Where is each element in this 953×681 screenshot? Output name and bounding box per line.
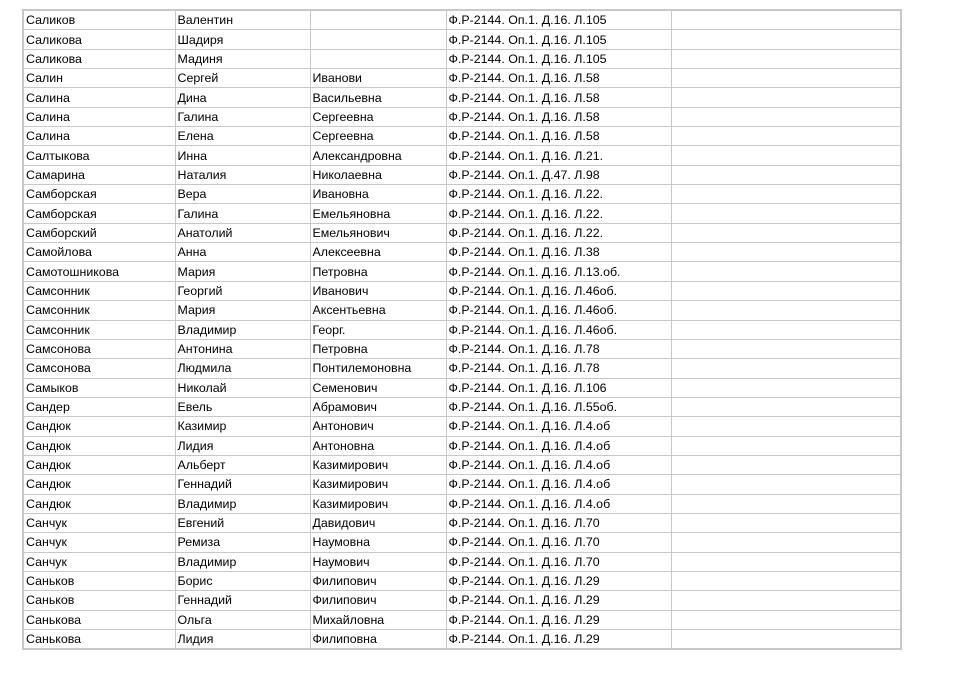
patronymic-cell: Михайловна [310,610,446,629]
surname-cell: Саликова [23,49,175,68]
table-row [23,591,901,610]
surname-cell: Санькова [23,610,175,629]
note-cell [671,204,901,223]
surname-cell: Самборская [23,185,175,204]
patronymic-cell: Абрамович [310,397,446,416]
table-row [23,571,901,590]
surname-cell: Самотошникова [23,262,175,281]
first-name-cell: Шадиря [175,30,310,49]
table-row [23,243,901,262]
archive-reference-cell: Ф.Р-2144. Оп.1. Д.16. Л.21. [446,146,671,165]
archive-reference-cell: Ф.Р-2144. Оп.1. Д.16. Л.46об. [446,320,671,339]
first-name-cell: Мадиня [175,49,310,68]
patronymic-cell: Казимирович [310,494,446,513]
archive-reference-cell: Ф.Р-2144. Оп.1. Д.16. Л.70 [446,513,671,532]
table-row [23,165,901,184]
patronymic-cell: Давидович [310,513,446,532]
first-name-cell: Дина [175,88,310,107]
first-name-cell: Людмила [175,359,310,378]
archive-reference-cell: Ф.Р-2144. Оп.1. Д.16. Л.38 [446,243,671,262]
patronymic-cell: Александровна [310,146,446,165]
archive-reference-cell: Ф.Р-2144. Оп.1. Д.16. Л.29 [446,571,671,590]
patronymic-cell: Семенович [310,378,446,397]
note-cell [671,185,901,204]
patronymic-cell: Георг. [310,320,446,339]
surname-cell: Санькова [23,630,175,650]
patronymic-cell: Наумович [310,552,446,571]
surname-cell: Сандюк [23,455,175,474]
surname-cell: Сандюк [23,494,175,513]
archive-reference-cell: Ф.Р-2144. Оп.1. Д.16. Л.70 [446,533,671,552]
surname-cell: Сандюк [23,475,175,494]
note-cell [671,571,901,590]
first-name-cell: Георгий [175,281,310,300]
note-cell [671,417,901,436]
surname-cell: Салина [23,107,175,126]
note-cell [671,533,901,552]
archive-reference-cell: Ф.Р-2144. Оп.1. Д.16. Л.13.об. [446,262,671,281]
patronymic-cell: Петровна [310,339,446,358]
first-name-cell: Геннадий [175,591,310,610]
note-cell [671,359,901,378]
first-name-cell: Владимир [175,494,310,513]
surname-cell: Саньков [23,571,175,590]
patronymic-cell [310,49,446,68]
surname-cell: Санчук [23,552,175,571]
first-name-cell: Геннадий [175,475,310,494]
surname-cell: Сандюк [23,417,175,436]
note-cell [671,127,901,146]
note-cell [671,320,901,339]
patronymic-cell: Иванович [310,281,446,300]
table-row [23,49,901,68]
patronymic-cell: Сергеевна [310,107,446,126]
first-name-cell: Вера [175,185,310,204]
archive-reference-cell: Ф.Р-2144. Оп.1. Д.16. Л.29 [446,591,671,610]
archive-reference-cell: Ф.Р-2144. Оп.1. Д.47. Л.98 [446,165,671,184]
note-cell [671,49,901,68]
table-row [23,436,901,455]
table-row [23,301,901,320]
first-name-cell: Казимир [175,417,310,436]
table-row [23,552,901,571]
table-row [23,146,901,165]
table-row [23,610,901,629]
first-name-cell: Борис [175,571,310,590]
archive-reference-cell: Ф.Р-2144. Оп.1. Д.16. Л.22. [446,204,671,223]
table-row [23,475,901,494]
table-row [23,359,901,378]
first-name-cell: Инна [175,146,310,165]
first-name-cell: Ремиза [175,533,310,552]
surname-cell: Самсонник [23,320,175,339]
surname-cell: Сандюк [23,436,175,455]
archive-reference-cell: Ф.Р-2144. Оп.1. Д.16. Л.58 [446,127,671,146]
table-row [23,281,901,300]
patronymic-cell: Казимирович [310,475,446,494]
table-row [23,30,901,49]
patronymic-cell [310,30,446,49]
note-cell [671,262,901,281]
table-row [23,378,901,397]
surname-cell: Самборский [23,223,175,242]
patronymic-cell: Емельяновна [310,204,446,223]
first-name-cell: Мария [175,262,310,281]
note-cell [671,69,901,88]
table-row [23,204,901,223]
surname-cell: Самарина [23,165,175,184]
table-row [23,127,901,146]
patronymic-cell: Антоновна [310,436,446,455]
surname-cell: Самсонова [23,359,175,378]
first-name-cell: Лидия [175,436,310,455]
patronymic-cell: Алексеевна [310,243,446,262]
patronymic-cell: Сергеевна [310,127,446,146]
note-cell [671,339,901,358]
surname-cell: Салина [23,127,175,146]
first-name-cell: Ольга [175,610,310,629]
note-cell [671,281,901,300]
table-row [23,533,901,552]
patronymic-cell [310,10,446,30]
table-row [23,320,901,339]
surname-cell: Салтыкова [23,146,175,165]
note-cell [671,243,901,262]
archive-reference-cell: Ф.Р-2144. Оп.1. Д.16. Л.22. [446,223,671,242]
surname-cell: Салин [23,69,175,88]
first-name-cell: Анна [175,243,310,262]
first-name-cell: Валентин [175,10,310,30]
note-cell [671,397,901,416]
patronymic-cell: Наумовна [310,533,446,552]
surname-cell: Санчук [23,533,175,552]
note-cell [671,552,901,571]
note-cell [671,455,901,474]
table-row [23,10,901,30]
table-row [23,262,901,281]
archive-reference-cell: Ф.Р-2144. Оп.1. Д.16. Л.58 [446,69,671,88]
surname-cell: Салина [23,88,175,107]
archive-reference-cell: Ф.Р-2144. Оп.1. Д.16. Л.4.об [446,436,671,455]
first-name-cell: Владимир [175,320,310,339]
patronymic-cell: Аксентьевна [310,301,446,320]
archive-reference-cell: Ф.Р-2144. Оп.1. Д.16. Л.29 [446,610,671,629]
archive-reference-cell: Ф.Р-2144. Оп.1. Д.16. Л.70 [446,552,671,571]
archive-reference-cell: Ф.Р-2144. Оп.1. Д.16. Л.55об. [446,397,671,416]
note-cell [671,107,901,126]
note-cell [671,146,901,165]
first-name-cell: Евель [175,397,310,416]
first-name-cell: Антонина [175,339,310,358]
surname-cell: Самсонник [23,281,175,300]
archive-reference-cell: Ф.Р-2144. Оп.1. Д.16. Л.22. [446,185,671,204]
note-cell [671,591,901,610]
patronymic-cell: Николаевна [310,165,446,184]
first-name-cell: Владимир [175,552,310,571]
note-cell [671,10,901,30]
first-name-cell: Елена [175,127,310,146]
note-cell [671,436,901,455]
note-cell [671,513,901,532]
surname-cell: Самсонова [23,339,175,358]
table-row [23,455,901,474]
archive-reference-cell: Ф.Р-2144. Оп.1. Д.16. Л.29 [446,630,671,650]
surname-cell: Самойлова [23,243,175,262]
patronymic-cell: Петровна [310,262,446,281]
archive-reference-cell: Ф.Р-2144. Оп.1. Д.16. Л.106 [446,378,671,397]
archive-reference-cell: Ф.Р-2144. Оп.1. Д.16. Л.105 [446,30,671,49]
note-cell [671,223,901,242]
table-row [23,69,901,88]
archive-reference-cell: Ф.Р-2144. Оп.1. Д.16. Л.58 [446,88,671,107]
patronymic-cell: Филиповна [310,630,446,650]
table-row [23,630,901,650]
archive-reference-cell: Ф.Р-2144. Оп.1. Д.16. Л.46об. [446,301,671,320]
archive-reference-cell: Ф.Р-2144. Оп.1. Д.16. Л.4.об [446,475,671,494]
patronymic-cell: Филипович [310,571,446,590]
first-name-cell: Галина [175,107,310,126]
register-table [22,9,902,650]
first-name-cell: Альберт [175,455,310,474]
first-name-cell: Евгений [175,513,310,532]
surname-cell: Санчук [23,513,175,532]
first-name-cell: Галина [175,204,310,223]
first-name-cell: Лидия [175,630,310,650]
surname-cell: Самсонник [23,301,175,320]
surname-cell: Самборская [23,204,175,223]
note-cell [671,610,901,629]
patronymic-cell: Понтилемоновна [310,359,446,378]
note-cell [671,165,901,184]
first-name-cell: Наталия [175,165,310,184]
patronymic-cell: Иванови [310,69,446,88]
archive-reference-cell: Ф.Р-2144. Оп.1. Д.16. Л.46об. [446,281,671,300]
table-row [23,185,901,204]
archive-reference-cell: Ф.Р-2144. Оп.1. Д.16. Л.4.об [446,455,671,474]
patronymic-cell: Антонович [310,417,446,436]
note-cell [671,475,901,494]
surname-cell: Сандер [23,397,175,416]
patronymic-cell: Казимирович [310,455,446,474]
patronymic-cell: Емельянович [310,223,446,242]
table-row [23,417,901,436]
table-row [23,223,901,242]
note-cell [671,88,901,107]
archive-reference-cell: Ф.Р-2144. Оп.1. Д.16. Л.58 [446,107,671,126]
table-row [23,397,901,416]
patronymic-cell: Васильевна [310,88,446,107]
table-row [23,107,901,126]
note-cell [671,494,901,513]
table-row [23,88,901,107]
patronymic-cell: Филипович [310,591,446,610]
first-name-cell: Сергей [175,69,310,88]
note-cell [671,630,901,650]
surname-cell: Самыков [23,378,175,397]
register-table-body [23,10,901,649]
surname-cell: Саликова [23,30,175,49]
surname-cell: Саликов [23,10,175,30]
patronymic-cell: Ивановна [310,185,446,204]
note-cell [671,301,901,320]
archive-reference-cell: Ф.Р-2144. Оп.1. Д.16. Л.78 [446,339,671,358]
archive-reference-cell: Ф.Р-2144. Оп.1. Д.16. Л.4.об [446,417,671,436]
surname-cell: Саньков [23,591,175,610]
archive-reference-cell: Ф.Р-2144. Оп.1. Д.16. Л.78 [446,359,671,378]
table-row [23,339,901,358]
note-cell [671,30,901,49]
first-name-cell: Николай [175,378,310,397]
table-row [23,513,901,532]
archive-reference-cell: Ф.Р-2144. Оп.1. Д.16. Л.105 [446,49,671,68]
archive-reference-cell: Ф.Р-2144. Оп.1. Д.16. Л.105 [446,10,671,30]
table-row [23,494,901,513]
first-name-cell: Мария [175,301,310,320]
first-name-cell: Анатолий [175,223,310,242]
archive-reference-cell: Ф.Р-2144. Оп.1. Д.16. Л.4.об [446,494,671,513]
note-cell [671,378,901,397]
